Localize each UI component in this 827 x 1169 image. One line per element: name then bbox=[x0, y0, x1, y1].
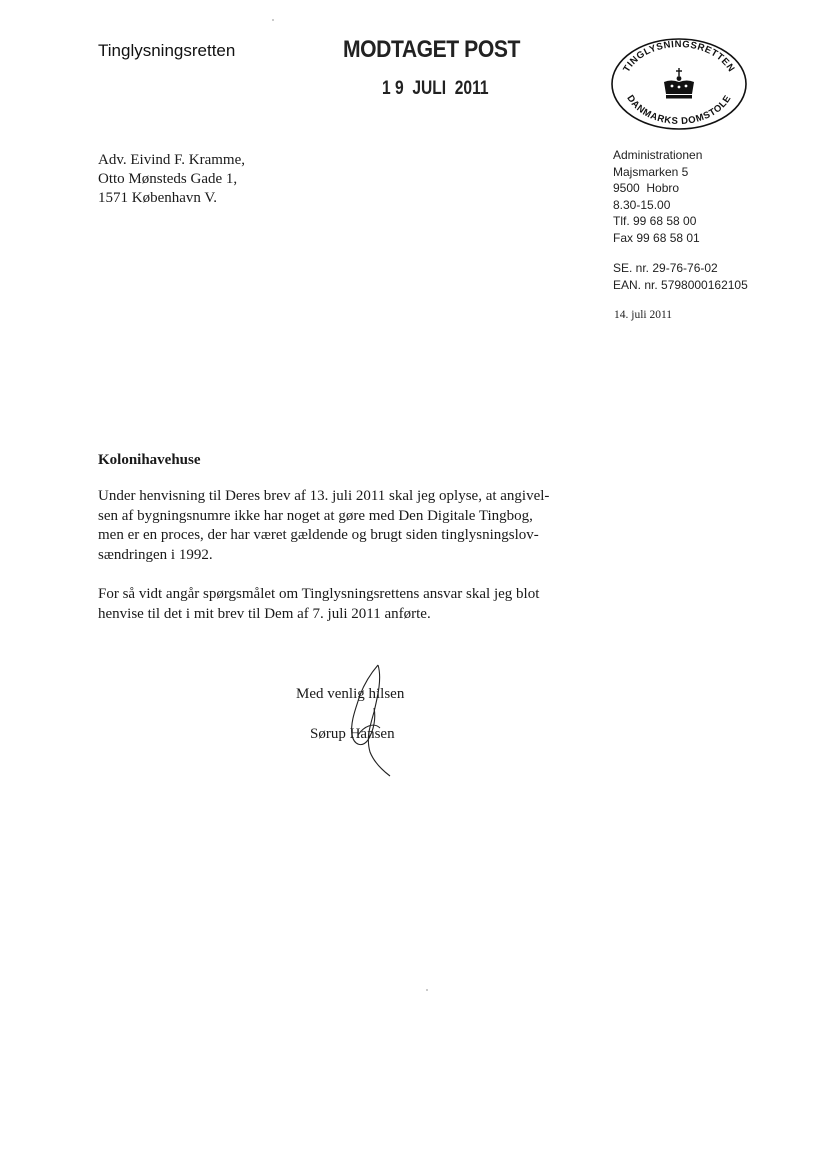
recipient-line: Adv. Eivind F. Kramme, bbox=[98, 152, 245, 168]
body-line: henvise til det i mit brev til Dem af 7. juli 2011 anførte. bbox=[98, 605, 431, 622]
court-name: Tinglysningsretten bbox=[98, 41, 236, 60]
sender-hours: 8.30-15.00 bbox=[613, 197, 671, 212]
sender-se-number: SE. nr. 29-76-76-02 bbox=[613, 261, 718, 275]
sender-phone: Tlf. 99 68 58 00 bbox=[613, 214, 697, 228]
sender-city: 9500 Hobro bbox=[613, 181, 680, 195]
signer-name: Sørup Hansen bbox=[310, 726, 395, 742]
scan-speck bbox=[272, 19, 274, 21]
recipient-line: Otto Mønsteds Gade 1, bbox=[98, 171, 238, 187]
body-paragraph-1 bbox=[98, 487, 618, 565]
received-stamp-title: MODTAGET POST bbox=[343, 36, 520, 63]
sender-fax: Fax 99 68 58 01 bbox=[613, 230, 700, 245]
body-line: men er en proces, der har været gældende og brugt siden tinglysningslov- bbox=[98, 527, 539, 543]
seal-bottom-text: DANMARKS DOMSTOLE bbox=[624, 93, 734, 128]
recipient-address bbox=[98, 151, 245, 208]
letter-date: 14. juli 2011 bbox=[614, 309, 673, 321]
body-line: Under henvisning til Deres brev af 13. juli 2011 skal jeg oplyse, at angivel- bbox=[98, 488, 550, 504]
court-seal-logo bbox=[609, 36, 749, 132]
sender-address-block bbox=[613, 147, 748, 293]
handwritten-signature bbox=[330, 660, 400, 780]
body-line: sændringen i 1992. bbox=[98, 546, 213, 563]
received-stamp-date: 1 9 JULI 2011 bbox=[382, 78, 489, 99]
seal-top-text: TINGLYSNINGSRETTEN bbox=[621, 38, 737, 75]
body-line: For så vidt angår spørgsmålet om Tinglysningsrettens ansvar skal jeg blot bbox=[98, 586, 540, 602]
crown-icon bbox=[664, 68, 694, 99]
body-paragraph-2 bbox=[98, 585, 618, 624]
body-line: sen af bygningsnumre ikke har noget at gøre med Den Digitale Tingbog, bbox=[98, 507, 533, 524]
sender-department: Administrationen bbox=[613, 148, 703, 162]
scan-speck bbox=[426, 989, 428, 991]
recipient-line: 1571 København V. bbox=[98, 190, 218, 206]
closing-greeting: Med venlig hilsen bbox=[296, 686, 405, 702]
sender-street: Majsmarken 5 bbox=[613, 164, 689, 179]
subject-heading: Kolonihavehuse bbox=[98, 452, 201, 468]
sender-ean-number: EAN. nr. 5798000162105 bbox=[613, 277, 748, 292]
